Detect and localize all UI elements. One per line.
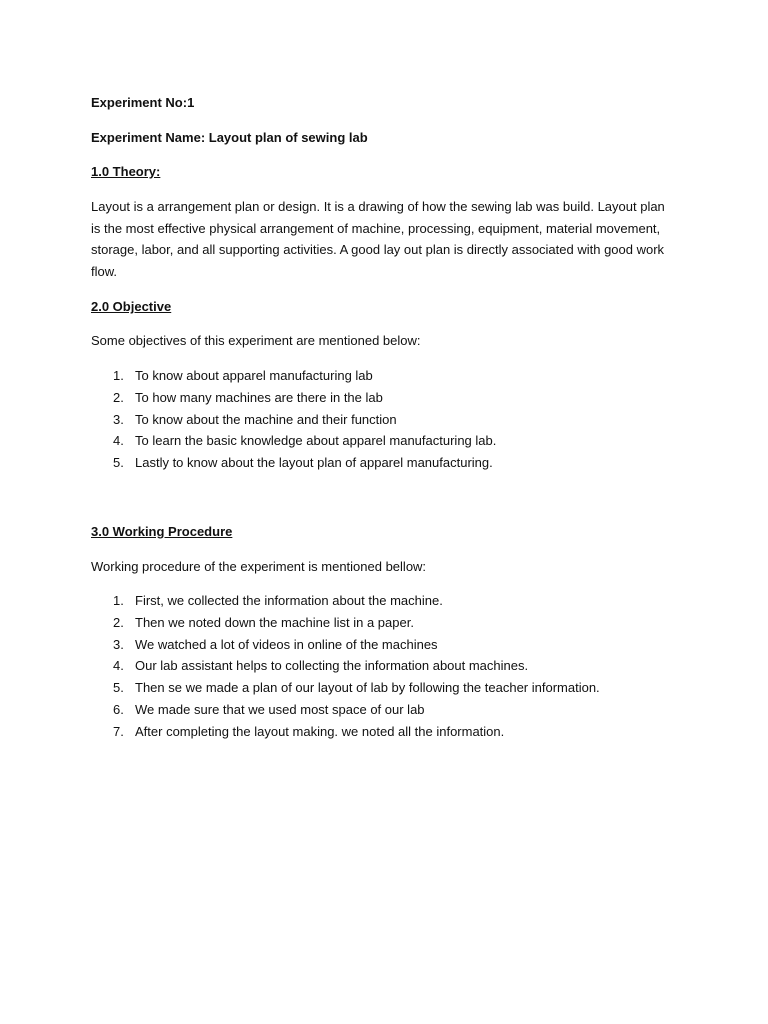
experiment-number: Experiment No:1 (91, 95, 195, 110)
list-text: We made sure that we used most space of our lab (135, 701, 425, 717)
list-item (91, 677, 691, 699)
list-number: 6. (113, 701, 124, 717)
list-item (91, 655, 691, 677)
theory-heading: 1.0 Theory: (91, 164, 161, 179)
list-text: To know about apparel manufacturing lab (135, 368, 373, 383)
experiment-name: Experiment Name: Layout plan of sewing lab (91, 130, 368, 145)
list-item (91, 612, 691, 634)
list-text: Then se we made a plan of our layout of lab by following the teacher information. (135, 680, 600, 696)
list-text: Lastly to know about the layout plan of apparel manufacturing. (135, 455, 493, 471)
list-number: 4. (113, 433, 124, 449)
list-text: To know about the machine and their function (135, 411, 397, 427)
procedure-list (91, 590, 691, 743)
list-number: 2. (113, 614, 124, 630)
list-item (91, 409, 691, 431)
list-text: Then we noted down the machine list in a paper. (135, 614, 414, 630)
list-item (91, 590, 691, 612)
list-item (91, 430, 691, 452)
list-text: First, we collected the information about the machine. (135, 593, 443, 608)
list-number: 3. (113, 411, 124, 427)
list-text: We watched a lot of videos in online of the machines (135, 636, 438, 652)
list-item (91, 387, 691, 409)
list-number: 1. (113, 593, 124, 608)
list-item (91, 365, 691, 387)
list-item (91, 634, 691, 656)
theory-paragraph: Layout is a arrangement plan or design. It is a drawing of how the sewing lab was build. Layout plan is the most effective physical arrangement of machine, processing, equipment, material movement, storage, labor, and all supporting activities. A good lay out plan is directly associated with good work flow. (91, 199, 665, 279)
list-number: 5. (113, 680, 124, 696)
list-number: 2. (113, 389, 124, 405)
list-number: 5. (113, 455, 124, 471)
list-item (91, 452, 691, 474)
objective-intro: Some objectives of this experiment are mentioned below: (91, 333, 421, 348)
list-text: Our lab assistant helps to collecting the information about machines. (135, 658, 529, 674)
list-text: After completing the layout making. we noted all the information. (135, 723, 505, 739)
list-text: To how many machines are there in the lab (135, 389, 383, 405)
procedure-heading: 3.0 Working Procedure (91, 524, 233, 539)
list-number: 3. (113, 636, 124, 652)
objective-heading: 2.0 Objective (91, 299, 172, 314)
list-number: 4. (113, 658, 124, 674)
list-item (91, 721, 691, 743)
list-number: 7. (113, 723, 124, 739)
list-item (91, 699, 691, 721)
procedure-intro: Working procedure of the experiment is mentioned bellow: (91, 559, 427, 574)
list-text: To learn the basic knowledge about apparel manufacturing lab. (135, 433, 497, 449)
list-number: 1. (113, 368, 124, 383)
objective-list (91, 365, 691, 474)
